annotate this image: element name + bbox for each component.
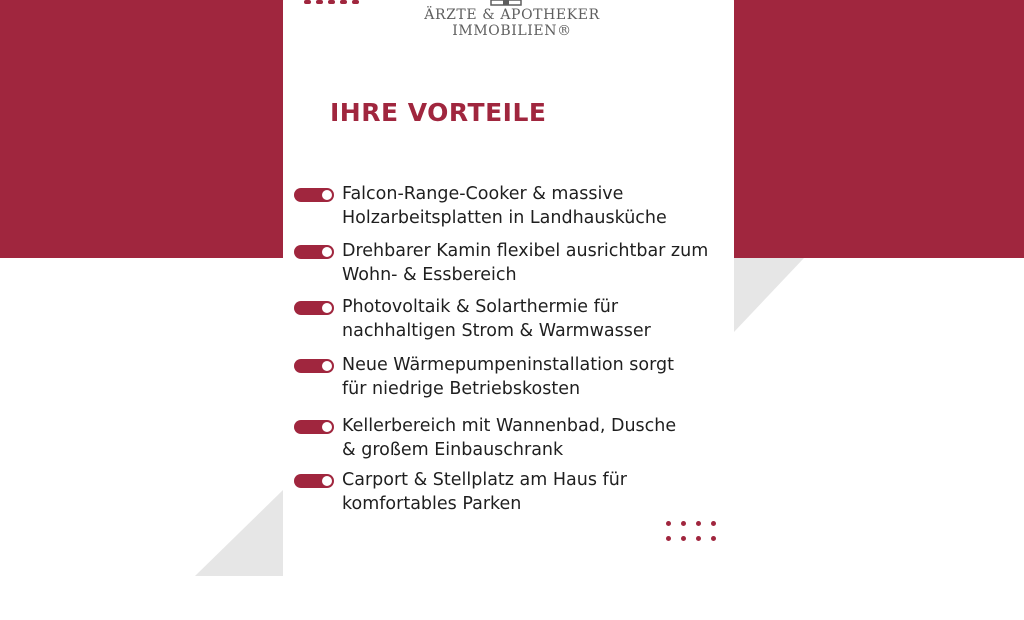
- benefit-text: [342, 353, 674, 401]
- logo-dashes-icon: [302, 0, 362, 6]
- benefit-item: [294, 414, 724, 462]
- benefit-item: [294, 182, 724, 230]
- brand-line-2: IMMOBILIEN®: [452, 23, 572, 39]
- dot-grid-icon: [666, 521, 716, 541]
- toggle-icon: [294, 245, 334, 259]
- benefit-item: [294, 239, 724, 287]
- benefit-text: [342, 468, 627, 516]
- brand-name: [380, 7, 644, 39]
- benefit-line-1: Carport & Stellplatz am Haus für: [342, 470, 627, 490]
- benefit-item: [294, 295, 724, 343]
- toggle-icon: [294, 301, 334, 315]
- benefit-line-1: Kellerbereich mit Wannenbad, Dusche: [342, 416, 677, 436]
- benefit-line-2: Wohn- & Essbereich: [342, 265, 517, 285]
- benefit-line-2: nachhaltigen Strom & Warmwasser: [342, 321, 651, 341]
- benefit-line-1: Neue Wärmepumpeninstallation sorgt: [342, 355, 674, 375]
- toggle-icon: [294, 474, 334, 488]
- benefit-text: [342, 414, 676, 462]
- gray-triangle-right: [734, 258, 804, 332]
- benefit-item: [294, 468, 724, 516]
- benefit-line-1: Photovoltaik & Solarthermie für: [342, 297, 619, 317]
- benefit-item: [294, 353, 724, 401]
- gray-triangle-left: [195, 490, 283, 576]
- benefit-line-2: komfortables Parken: [342, 494, 522, 514]
- toggle-icon: [294, 359, 334, 373]
- benefit-text: [342, 239, 708, 287]
- benefit-text: [342, 295, 651, 343]
- toggle-icon: [294, 188, 334, 202]
- building-logo-icon: [490, 0, 522, 6]
- benefit-line-2: für niedrige Betriebskosten: [342, 379, 581, 399]
- benefit-text: [342, 182, 667, 230]
- benefit-line-2: & großem Einbauschrank: [342, 440, 564, 460]
- benefit-line-2: Holzarbeitsplatten in Landhausküche: [342, 208, 667, 228]
- benefit-line-1: Falcon-Range-Cooker & massive: [342, 184, 624, 204]
- brand-line-1: ÄRZTE & APOTHEKER: [424, 7, 600, 23]
- benefit-line-1: Drehbarer Kamin flexibel ausrichtbar zum: [342, 241, 709, 261]
- toggle-icon: [294, 420, 334, 434]
- page-title: IHRE VORTEILE: [330, 98, 547, 127]
